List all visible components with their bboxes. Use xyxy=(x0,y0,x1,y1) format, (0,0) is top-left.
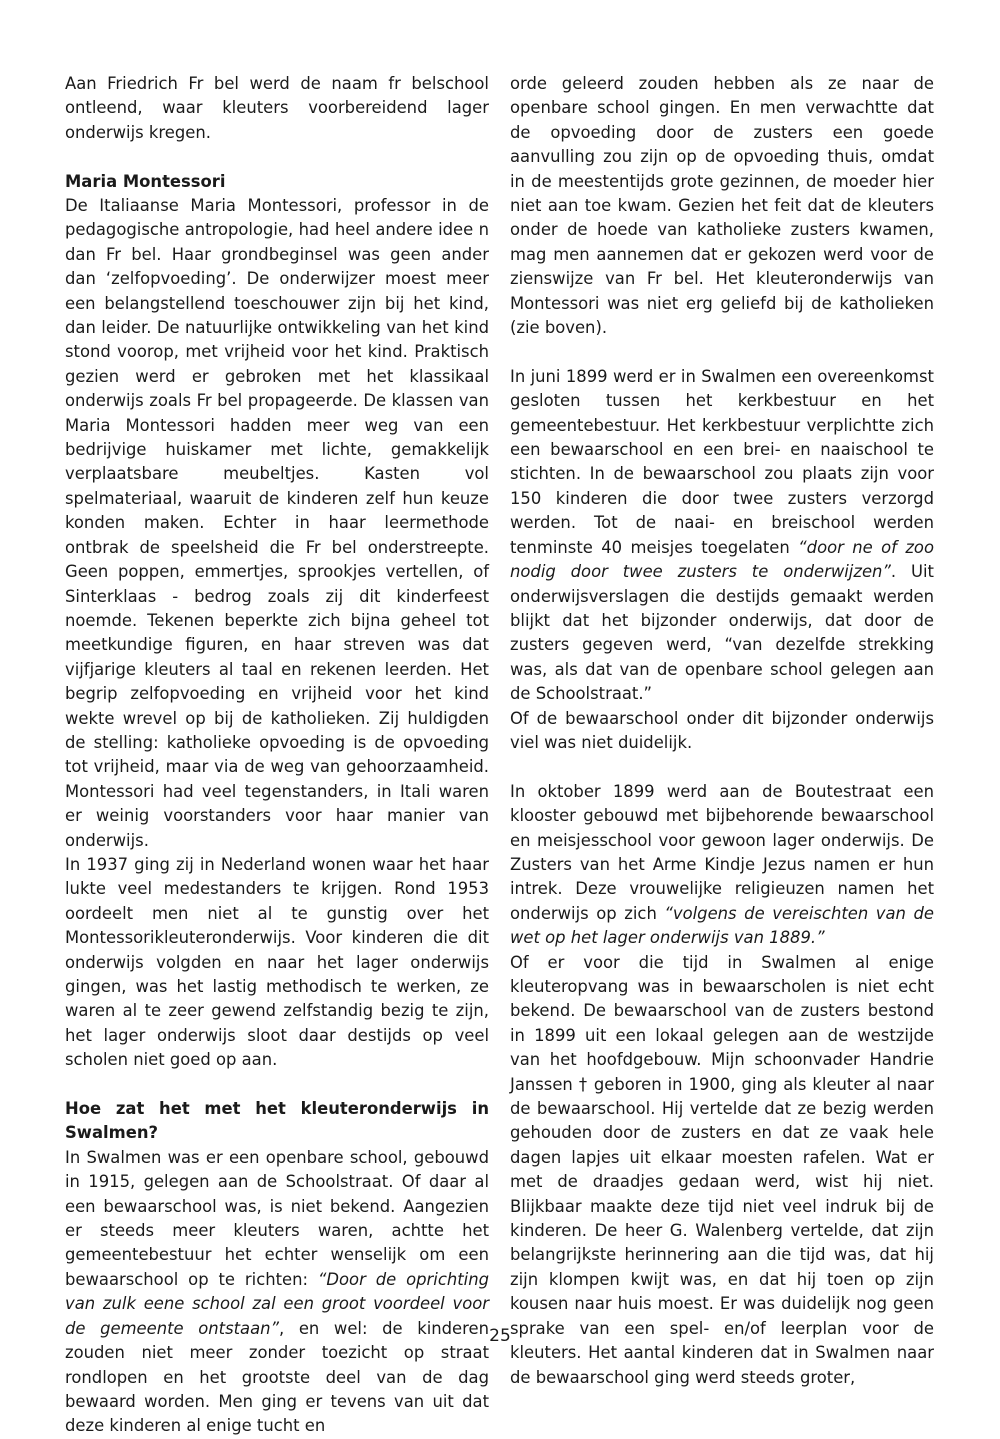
paragraph-frobel-intro: Aan Friedrich Fr bel werd de naam fr belschool ontleend, waar kleuters voorbereidend lager onderwijs kregen. xyxy=(65,74,489,142)
paragraph-swalmen-openbare-school xyxy=(65,1146,489,1439)
paragraph-montessori-method: De Italiaanse Maria Montessori, professor in de pedagogische antropologie, had heel andere idee n dan Fr bel. Haar grondbeginsel was geen ander dan ‘zelfopvoeding’. De onderwijzer moest meer een belangstellend toeschouwer zijn bij het kind, dan leider. De natuurlijke ontwikkeling van het kind stond voorop, met vrijheid voor het kind. Praktisch gezien werd er gebroken met het klassikaal onderwijs zoals Fr bel propageerde. De klassen van Maria Montessori hadden meer weg van een bedrijvige huiskamer met lichte, gemakkelijk verplaatsbare meubeltjes. Kasten vol spelmateriaal, waaruit de kinderen zelf hun keuze konden maken. Echter in haar leermethode ontbrak de speelsheid die Fr bel onderstreepte. Geen poppen, emmertjes, sprookjes vertellen, of Sinterklaas - bedrog zoals zij dit kinderfeest noemde. Tekenen beperkte zich bijna geheel tot meetkundige figuren, en haar streven was dat vijfjarige kleuters al taal en rekenen leerden. Het begrip zelfopvoeding en vrijheid voor het kind wekte wrevel op bij de katholieken. Zij huldigden de stelling: katholieke opvoeding is de opvoeding tot vrijheid, maar via de weg van gehoorzaamheid. Montessori had veel tegenstanders, in Itali waren er weinig voorstanders voor haar manier van onderwijs. xyxy=(65,196,489,850)
heading-maria-montessori: Maria Montessori xyxy=(65,171,226,191)
heading-kleuteronderwijs-swalmen: Hoe zat het met het kleuteronderwijs in Swalmen? xyxy=(65,1099,489,1143)
paragraph-juni-1899 xyxy=(510,365,934,707)
paragraph-kleuteropvang: Of er voor die tijd in Swalmen al enige kleuteropvang was in bewaarscholen is niet echt bekend. De bewaarschool van de zusters bestond in 1899 uit een lokaal gelegen aan de westzijde van het hoofdgebouw. Mijn schoonvader Handrie Janssen † geboren in 1900, ging als kleuter al naar de bewaarschool. Hij vertelde dat ze bezig werden gehouden door de zusters en dat ze vaak hele dagen lapjes uit elkaar moesten rafelen. Wat er met de draadjes gedaan werd, wist hij niet. Blijkbaar maakte deze tijd niet veel indruk bij de kinderen. De heer G. Walenberg vertelde, dat zijn belangrijkste herinnering aan die tijd was, dat hij zijn klompen kwijt was, en dat hij toen op zijn kousen naar huis moest. Er was duidelijk nog geen sprake van een spel- en/of leerplan voor de kleuters. Het aantal kinderen dat in Swalmen naar de bewaarschool ging werd steeds groter, xyxy=(510,952,934,1387)
paragraph-oktober-1899 xyxy=(510,780,934,951)
text-segment: In Swalmen was er een openbare school, gebouwd in 1915, gelegen aan de Schoolstraat. Of daar al een bewaarschool was, is niet bekend. Aangezien er steeds meer kleuters waren, achtte het gemeentebestuur het echter wenselijk om een bewaarschool op te richten: xyxy=(65,1147,489,1289)
right-column xyxy=(510,72,934,1390)
quote-wet-1889: “volgens de vereischten van de wet op het lager onderwijs van 1889.” xyxy=(510,903,934,948)
text-segment: In oktober 1899 werd aan de Boutestraat een klooster gebouwd met bijbehorende bewaarschool en meisjesschool voor gewoon lager onderwijs. De Zusters van het Arme Kindje Jezus namen er hun intrek. Deze vrouwelijke religieuzen namen het onderwijs op zich xyxy=(510,781,934,923)
text-segment: . Uit onderwijsverslagen die destijds gemaakt werden blijkt dat het bijzonder onderwijs, dat door de zusters gegeven werd, “van dezelfde strekking was, als dat van de openbare school gelegen aan de Schoolstraat.” xyxy=(510,562,934,704)
left-column xyxy=(65,72,489,1439)
page-number: 25 xyxy=(489,1326,511,1346)
quote-gemeente: “Door de oprichting van zulk eene school zal een groot voordeel voor de gemeente ontstaan” xyxy=(65,1269,490,1338)
text-segment: In juni 1899 werd er in Swalmen een overeenkomst gesloten tussen het kerkbestuur en het gemeentebestuur. Het kerkbestuur verplichtte zich een bewaarschool en een brei- en naaischool te stichten. In de bewaarschool zou plaats zijn voor 150 kinderen die door twee zusters verzorgd werden. Tot de naai- en breischool werden tenminste 40 meisjes toegelaten xyxy=(510,366,934,557)
paragraph-bijzonder-onderwijs: Of de bewaarschool onder dit bijzonder onderwijs viel was niet duidelijk. xyxy=(510,708,934,752)
text-segment: , en wel: de kinderen zouden niet meer zonder toezicht op straat rondlopen en het grootste deel van de dag bewaard worden. Men ging er tevens van uit dat deze kinderen al enige tucht en xyxy=(65,1318,489,1436)
quote-zusters: “door ne of zoo nodig door twee zusters te onderwijzen” xyxy=(510,537,934,582)
paragraph-opvoeding-zusters: orde geleerd zouden hebben als ze naar de openbare school gingen. En men verwachtte dat de opvoeding door de zusters een goede aanvulling zou zijn op de opvoeding thuis, omdat in de meestentijds grote gezinnen, de moeder hier niet aan toe kwam. Gezien het feit dat de kleuters onder de hoede van katholieke zusters kwamen, mag men aannemen dat er gekozen werd voor de zienswijze van Fr bel. Het kleuteronderwijs van Montessori was niet erg geliefd bij de katholieken (zie boven). xyxy=(510,74,934,338)
paragraph-montessori-netherlands: In 1937 ging zij in Nederland wonen waar het haar lukte veel medestanders te krijgen. Rond 1953 oordeelt men niet al te gunstig over het Montessorikleuteronderwijs. Voor kinderen die dit onderwijs volgden en naar het lager onderwijs gingen, was het lastig methodisch te werken, ze waren al te zeer gewend zelfstandig bezig te zijn, het lager onderwijs sloot daar destijds op veel scholen niet goed op aan. xyxy=(65,854,489,1070)
